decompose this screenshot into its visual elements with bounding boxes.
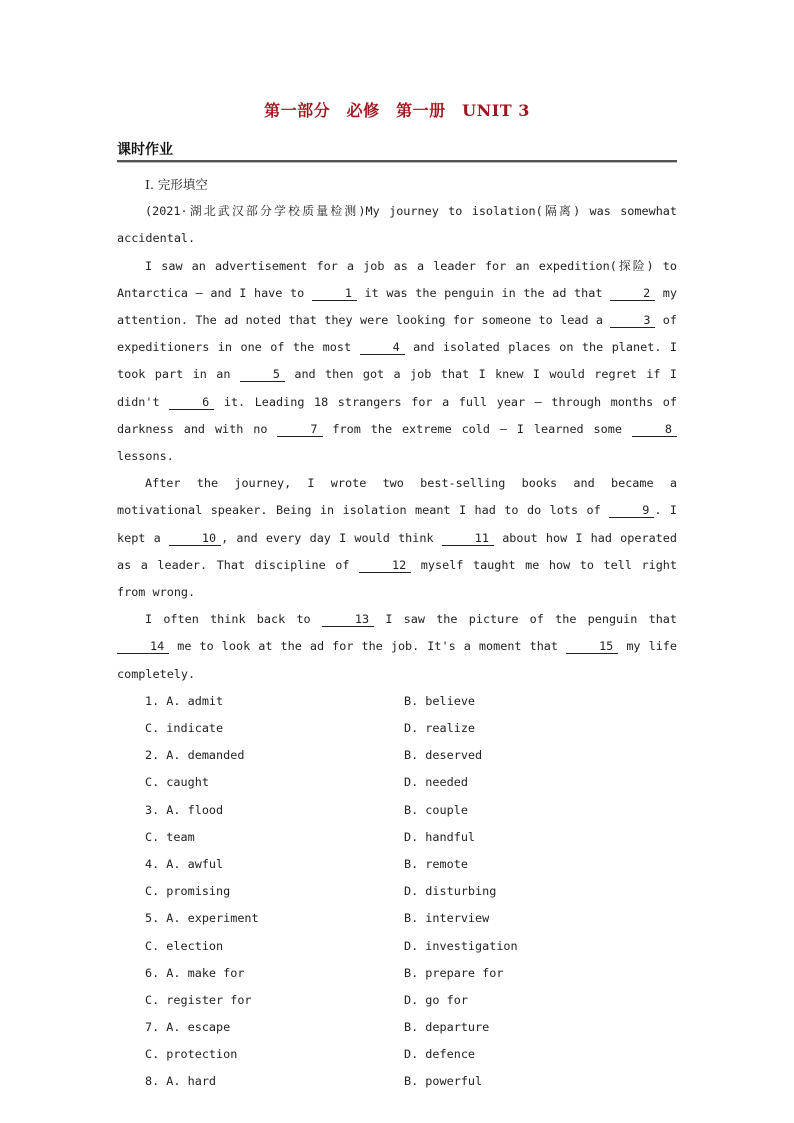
- option-choice: 6. A. make for: [145, 965, 245, 980]
- page-title: 第一部分 必修 第一册 UNIT 3: [264, 101, 530, 120]
- option-choice: 5. A. experiment: [145, 911, 259, 926]
- option-choice: D. investigation: [404, 938, 518, 953]
- document-body: [117, 171, 677, 1096]
- option-choice: B. departure: [404, 1020, 490, 1035]
- blank-15: 15: [566, 639, 618, 654]
- blank-9: 9: [609, 503, 654, 518]
- option-choice: B. deserved: [404, 748, 483, 763]
- passage-text: my life completely.: [117, 639, 678, 681]
- option-row: [117, 1014, 677, 1041]
- passage-text: of expeditioners in one of the most: [117, 313, 677, 355]
- blank-3: 3: [610, 313, 655, 328]
- intro-text: My journey to isolation(隔离) was somewhat accidental.: [117, 204, 678, 246]
- intro-paragraph: [117, 198, 677, 252]
- passage-text: , and every day I would think: [221, 530, 442, 545]
- option-choice: C. protection: [145, 1047, 238, 1062]
- blank-8: 8: [632, 422, 677, 437]
- option-row: [117, 715, 677, 742]
- blank-1: 1: [312, 286, 357, 301]
- option-choice: B. remote: [404, 856, 468, 871]
- option-row: [117, 960, 677, 987]
- option-choice: B. prepare for: [404, 965, 504, 980]
- option-choice: 1. A. admit: [145, 693, 224, 708]
- option-row: [117, 1041, 677, 1068]
- option-choice: D. go for: [404, 992, 468, 1007]
- option-row: [117, 851, 677, 878]
- option-choice: D. needed: [404, 775, 468, 790]
- option-choice: 3. A. flood: [145, 802, 224, 817]
- option-choice: C. team: [145, 829, 195, 844]
- options-list: [117, 688, 677, 1096]
- option-row: [117, 742, 677, 769]
- passage-paragraph-3: [117, 606, 677, 688]
- passage-text: myself taught me how to tell right from wrong.: [117, 557, 677, 600]
- option-choice: C. promising: [145, 884, 231, 899]
- passage-text: After the journey, I wrote two best-selling books and became a motivational speaker. Being in isolation meant I had to do lots of: [117, 476, 677, 518]
- passage-text: me to look at the ad for the job. It's a moment that: [169, 639, 567, 654]
- option-choice: B. powerful: [404, 1074, 483, 1089]
- option-choice: B. interview: [404, 911, 490, 926]
- option-choice: D. handful: [404, 829, 476, 844]
- section-divider: [117, 160, 677, 163]
- passage-text: I saw an advertisement for a job as a leader for an expedition(探险) to Antarctica — and I have to: [117, 258, 677, 300]
- source-note: (2021·湖北武汉部分学校质量检测): [145, 204, 366, 219]
- part-heading: Ⅰ. 完形填空: [145, 177, 208, 192]
- option-choice: 2. A. demanded: [145, 748, 245, 763]
- option-row: [117, 769, 677, 796]
- passage-text: about how I had operated as a leader. That discipline of: [117, 530, 677, 572]
- option-choice: C. caught: [145, 775, 209, 790]
- blank-4: 4: [360, 340, 405, 355]
- option-choice: B. couple: [404, 802, 468, 817]
- option-row: [117, 797, 677, 824]
- blank-11: 11: [442, 531, 494, 546]
- blank-13: 13: [322, 612, 374, 627]
- passage-paragraph-2: [117, 470, 677, 606]
- blank-5: 5: [240, 367, 285, 382]
- passage-paragraph-1: [117, 253, 677, 471]
- option-row: [117, 1068, 677, 1095]
- option-choice: C. election: [145, 938, 224, 953]
- option-row: [117, 987, 677, 1014]
- passage-text: my attention. The ad noted that they were looking for someone to lead a: [117, 285, 678, 328]
- option-choice: B. believe: [404, 693, 476, 708]
- option-row: [117, 933, 677, 960]
- option-choice: 4. A. awful: [145, 856, 224, 871]
- passage-text: I often think back to: [145, 612, 322, 627]
- blank-14: 14: [117, 639, 169, 654]
- option-choice: D. defence: [404, 1047, 476, 1062]
- passage-text: . I kept a: [117, 503, 677, 545]
- option-row: [117, 824, 677, 851]
- option-choice: D. realize: [404, 721, 476, 736]
- option-row: [117, 878, 677, 905]
- option-choice: C. indicate: [145, 721, 224, 736]
- passage-text: from the extreme cold — I learned some: [322, 421, 632, 436]
- blank-10: 10: [169, 531, 221, 546]
- option-choice: C. register for: [145, 992, 252, 1007]
- passage-text: and isolated places on the planet. I took part in an: [117, 340, 677, 382]
- blank-12: 12: [359, 558, 411, 573]
- passage-text: it was the penguin in the ad that: [356, 285, 611, 300]
- option-row: [117, 905, 677, 932]
- option-row: [117, 688, 677, 715]
- passage-text: it. Leading 18 strangers for a full year — through months of darkness and with no: [117, 394, 677, 436]
- option-choice: 7. A. escape: [145, 1020, 231, 1035]
- passage-text: and then got a job that I knew I would regret if I didn't: [117, 367, 678, 409]
- option-choice: 8. A. hard: [145, 1074, 217, 1089]
- blank-2: 2: [610, 286, 655, 301]
- passage-text: I saw the picture of the penguin that: [374, 612, 677, 627]
- section-heading: 课时作业: [117, 142, 173, 158]
- option-choice: D. disturbing: [404, 884, 497, 899]
- passage-text: lessons.: [117, 449, 174, 464]
- blank-7: 7: [277, 422, 322, 437]
- blank-6: 6: [169, 395, 214, 410]
